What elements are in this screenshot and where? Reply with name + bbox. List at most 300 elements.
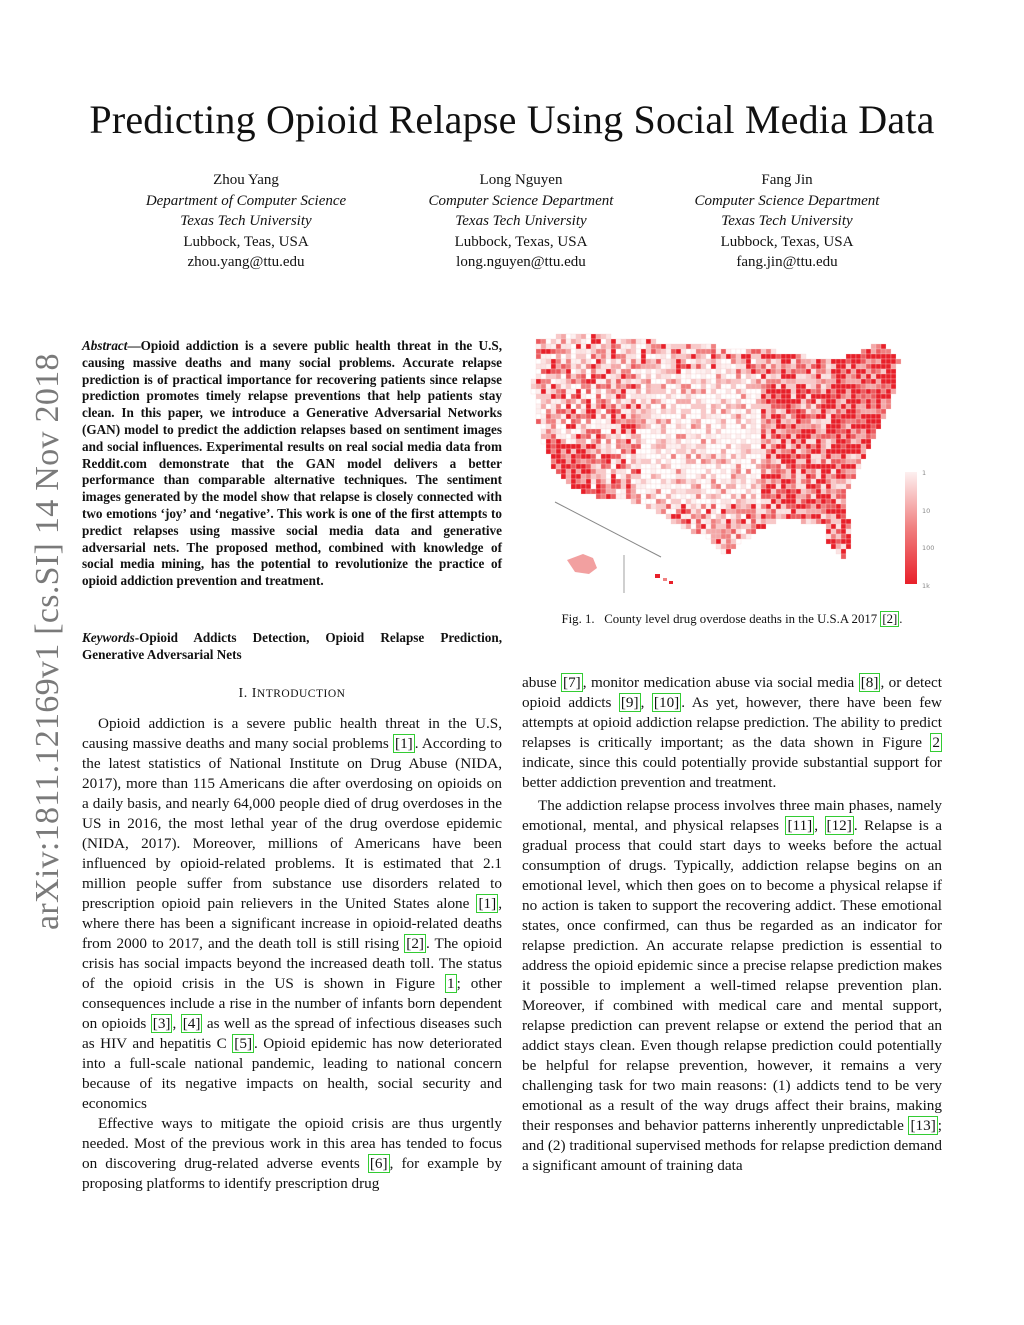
county-cell	[566, 469, 571, 474]
county-cell	[571, 419, 576, 424]
county-cell	[641, 349, 646, 354]
county-cell	[666, 509, 671, 514]
county-cell	[716, 374, 721, 379]
county-cell	[696, 469, 701, 474]
county-cell	[666, 444, 671, 449]
county-cell	[866, 394, 871, 399]
county-cell	[886, 374, 891, 379]
county-cell	[636, 454, 641, 459]
county-cell	[806, 514, 811, 519]
county-cell	[786, 484, 791, 489]
county-cell	[841, 479, 846, 484]
county-cell	[836, 419, 841, 424]
county-cell	[576, 394, 581, 399]
paragraph: The addiction relapse process involves three main phases, namely emotional, mental, and physical relapses [11] , [12] . Relapse is a gradual process that could start days to weeks before the actual consumption of drugs. Typically, addiction relapse begins on an emotional level, which then goes on to become a physical relapse if no action is taken to support the recovering addict. These emotional states, once confirmed, can thus be regarded as an indicator for relapse prediction. An accurate relapse prediction is essential to address the opioid epidemic since a precise relapse prediction makes it possible to implement a well-timed relapse prevention plan. Moreover, if combined with medical care and mental support, relapse prediction can prevent relapse or extend the period that an addict stays clean. Even though relapse prediction could potentially be helpful for relapse prevention, however, it remains a very challenging task for two main reasons: (1) addicts tend to be very emotional as a result of the way drugs affect their brains, making their responses and behavior patterns inherently unpredictable [13] ; and (2) traditional supervised methods for relapse prediction demand a significant amount of training data	[522, 797, 942, 1174]
county-cell	[646, 354, 651, 359]
county-cell	[796, 394, 801, 399]
county-cell	[821, 444, 826, 449]
county-cell	[796, 414, 801, 419]
county-cell	[816, 389, 821, 394]
county-cell	[656, 379, 661, 384]
citation-link[interactable]: [2]	[882, 612, 898, 626]
county-cell	[741, 434, 746, 439]
county-cell	[636, 434, 641, 439]
county-cell	[686, 389, 691, 394]
citation-link[interactable]: [11]	[787, 817, 813, 834]
county-cell	[836, 549, 841, 554]
county-cell	[746, 419, 751, 424]
county-cell	[711, 354, 716, 359]
county-cell	[656, 479, 661, 484]
county-cell	[806, 469, 811, 474]
county-cell	[851, 374, 856, 379]
county-cell	[551, 444, 556, 449]
county-cell	[781, 424, 786, 429]
county-cell	[796, 479, 801, 484]
county-cell	[741, 409, 746, 414]
county-cell	[711, 419, 716, 424]
figure-link[interactable]: 2	[932, 734, 940, 751]
county-cell	[591, 374, 596, 379]
county-cell	[586, 364, 591, 369]
author-univ: Texas Tech University	[180, 213, 312, 230]
county-cell	[646, 414, 651, 419]
county-cell	[636, 439, 641, 444]
county-cell	[831, 439, 836, 444]
county-cell	[716, 469, 721, 474]
county-cell	[711, 444, 716, 449]
county-cell	[791, 509, 796, 514]
county-cell	[841, 434, 846, 439]
county-cell	[746, 429, 751, 434]
county-cell	[886, 354, 891, 359]
county-cell	[581, 354, 586, 359]
county-cell	[786, 374, 791, 379]
county-cell	[606, 474, 611, 479]
county-cell	[726, 369, 731, 374]
county-cell	[686, 399, 691, 404]
citation-link[interactable]: [3]	[152, 1015, 171, 1032]
county-cell	[806, 424, 811, 429]
county-cell	[756, 419, 761, 424]
paragraph: Effective ways to mitigate the opioid crisis are thus urgently needed. Most of the previous work in this area has tended to focus on discovering drug-related adverse events [6] , for example by proposing platforms to identify prescription drug	[82, 1115, 502, 1192]
citation-link[interactable]: [10]	[653, 694, 680, 711]
county-cell	[546, 424, 551, 429]
county-cell	[781, 489, 786, 494]
county-cell	[591, 334, 596, 339]
county-cell	[721, 494, 726, 499]
county-cell	[571, 369, 576, 374]
county-cell	[676, 364, 681, 369]
county-cell	[626, 439, 631, 444]
county-cell	[576, 469, 581, 474]
county-cell	[631, 409, 636, 414]
county-cell	[591, 339, 596, 344]
county-cell	[566, 479, 571, 484]
county-cell	[771, 459, 776, 464]
county-cell	[786, 489, 791, 494]
county-cell	[721, 384, 726, 389]
county-cell	[671, 384, 676, 389]
county-cell	[691, 454, 696, 459]
county-cell	[841, 519, 846, 524]
county-cell	[601, 479, 606, 484]
county-cell	[801, 439, 806, 444]
county-cell	[651, 409, 656, 414]
county-cell	[616, 444, 621, 449]
county-cell	[786, 439, 791, 444]
county-cell	[756, 479, 761, 484]
county-cell	[551, 449, 556, 454]
county-cell	[731, 354, 736, 359]
county-cell	[681, 499, 686, 504]
county-cell	[891, 359, 896, 364]
county-cell	[776, 504, 781, 509]
county-cell	[776, 474, 781, 479]
county-cell	[601, 464, 606, 469]
county-cell	[601, 359, 606, 364]
county-cell	[561, 364, 566, 369]
county-cell	[871, 369, 876, 374]
citation-link[interactable]: [6]	[369, 1155, 388, 1172]
county-cell	[841, 449, 846, 454]
county-cell	[711, 504, 716, 509]
county-cell	[751, 354, 756, 359]
county-cell	[736, 489, 741, 494]
county-cell	[696, 439, 701, 444]
county-cell	[761, 504, 766, 509]
county-cell	[651, 349, 656, 354]
citation-link[interactable]: [4]	[182, 1015, 201, 1032]
county-cell	[711, 454, 716, 459]
county-cell	[781, 434, 786, 439]
county-cell	[831, 449, 836, 454]
county-cell	[726, 459, 731, 464]
county-cell	[751, 359, 756, 364]
county-cell	[566, 374, 571, 379]
county-cell	[741, 359, 746, 364]
county-cell	[611, 379, 616, 384]
county-cell	[606, 404, 611, 409]
county-cell	[731, 534, 736, 539]
county-cell	[646, 479, 651, 484]
county-cell	[786, 399, 791, 404]
county-cell	[611, 414, 616, 419]
county-cell	[806, 434, 811, 439]
county-cell	[626, 459, 631, 464]
county-cell	[841, 399, 846, 404]
county-cell	[736, 499, 741, 504]
county-cell	[641, 489, 646, 494]
county-cell	[856, 414, 861, 419]
county-cell	[831, 359, 836, 364]
county-cell	[606, 419, 611, 424]
county-cell	[751, 494, 756, 499]
citation-link[interactable]: [12]	[826, 817, 852, 834]
county-cell	[651, 419, 656, 424]
county-cell	[821, 449, 826, 454]
county-cell	[766, 424, 771, 429]
county-cell	[636, 474, 641, 479]
county-cell	[746, 484, 751, 489]
county-cell	[801, 444, 806, 449]
county-cell	[646, 474, 651, 479]
county-cell	[696, 454, 701, 459]
county-cell	[561, 434, 566, 439]
county-cell	[691, 424, 696, 429]
county-cell	[686, 364, 691, 369]
county-cell	[781, 414, 786, 419]
county-cell	[676, 379, 681, 384]
county-cell	[656, 464, 661, 469]
county-cell	[566, 349, 571, 354]
county-cell	[636, 469, 641, 474]
county-cell	[766, 384, 771, 389]
county-cell	[681, 494, 686, 499]
county-cell	[851, 474, 856, 479]
county-cell	[821, 469, 826, 474]
county-cell	[566, 449, 571, 454]
county-cell	[731, 519, 736, 524]
county-cell	[806, 374, 811, 379]
county-cell	[821, 519, 826, 524]
county-cell	[671, 509, 676, 514]
county-cell	[861, 384, 866, 389]
county-cell	[711, 479, 716, 484]
county-cell	[821, 504, 826, 509]
county-cell	[566, 384, 571, 389]
county-cell	[801, 419, 806, 424]
county-cell	[566, 399, 571, 404]
county-cell	[801, 389, 806, 394]
county-cell	[641, 499, 646, 504]
county-cell	[746, 349, 751, 354]
county-cell	[706, 399, 711, 404]
county-cell	[761, 409, 766, 414]
county-cell	[861, 424, 866, 429]
county-cell	[811, 394, 816, 399]
county-cell	[656, 469, 661, 474]
county-cell	[706, 364, 711, 369]
county-cell	[801, 449, 806, 454]
county-cell	[541, 394, 546, 399]
county-cell	[676, 419, 681, 424]
citation-link[interactable]: [5]	[234, 1035, 253, 1052]
county-cell	[731, 529, 736, 534]
county-cell	[681, 369, 686, 374]
county-cell	[736, 474, 741, 479]
county-cell	[601, 439, 606, 444]
county-cell	[626, 444, 631, 449]
citation-link[interactable]: [9]	[620, 694, 639, 711]
county-cell	[561, 464, 566, 469]
county-cell	[836, 384, 841, 389]
county-cell	[826, 514, 831, 519]
county-cell	[586, 414, 591, 419]
county-cell	[596, 449, 601, 454]
county-cell	[791, 469, 796, 474]
county-cell	[806, 499, 811, 504]
county-cell	[606, 364, 611, 369]
citation-link[interactable]: [7]	[563, 674, 581, 691]
county-cell	[561, 389, 566, 394]
county-cell	[871, 419, 876, 424]
county-cell	[716, 394, 721, 399]
county-cell	[736, 464, 741, 469]
county-cell	[861, 394, 866, 399]
county-cell	[876, 349, 881, 354]
county-cell	[551, 364, 556, 369]
county-cell	[706, 404, 711, 409]
citation-link[interactable]: [2]	[406, 935, 424, 952]
county-cell	[816, 369, 821, 374]
county-cell	[741, 389, 746, 394]
county-cell	[706, 529, 711, 534]
county-cell	[581, 349, 586, 354]
county-cell	[601, 409, 606, 414]
county-cell	[791, 364, 796, 369]
county-cell	[826, 399, 831, 404]
county-cell	[716, 459, 721, 464]
section-title-initial: I	[251, 686, 257, 701]
county-cell	[806, 389, 811, 394]
county-cell	[536, 339, 541, 344]
county-cell	[761, 439, 766, 444]
county-cell	[566, 474, 571, 479]
county-cell	[691, 444, 696, 449]
county-cell	[731, 474, 736, 479]
county-cell	[756, 484, 761, 489]
citation-link[interactable]: [1]	[395, 735, 413, 752]
county-cell	[671, 459, 676, 464]
county-cell	[741, 534, 746, 539]
county-cell	[791, 504, 796, 509]
county-cell	[681, 444, 686, 449]
county-cell	[556, 404, 561, 409]
county-cell	[641, 464, 646, 469]
author-location: Lubbock, Texas, USA	[720, 233, 854, 250]
county-cell	[661, 444, 666, 449]
county-cell	[606, 459, 611, 464]
county-cell	[636, 349, 641, 354]
county-cell	[686, 499, 691, 504]
county-cell	[631, 374, 636, 379]
county-cell	[646, 449, 651, 454]
county-cell	[646, 424, 651, 429]
citation-link[interactable]: [1]	[478, 895, 497, 912]
county-cell	[756, 384, 761, 389]
county-cell	[826, 409, 831, 414]
county-cell	[606, 349, 611, 354]
county-cell	[586, 374, 591, 379]
county-cell	[631, 434, 636, 439]
county-cell	[651, 444, 656, 449]
county-cell	[566, 464, 571, 469]
county-cell	[721, 439, 726, 444]
county-cell	[766, 429, 771, 434]
county-cell	[831, 469, 836, 474]
county-cell	[626, 409, 631, 414]
county-cell	[581, 379, 586, 384]
county-cell	[811, 404, 816, 409]
county-cell	[651, 394, 656, 399]
county-cell	[551, 379, 556, 384]
county-cell	[881, 399, 886, 404]
county-cell	[761, 369, 766, 374]
county-cell	[831, 539, 836, 544]
county-cell	[531, 379, 536, 384]
county-cell	[681, 449, 686, 454]
county-cell	[731, 404, 736, 409]
county-cell	[821, 379, 826, 384]
county-cell	[836, 534, 841, 539]
county-cell	[536, 394, 541, 399]
county-cell	[791, 464, 796, 469]
county-cell	[766, 434, 771, 439]
county-cell	[851, 439, 856, 444]
county-cell	[676, 474, 681, 479]
county-cell	[641, 404, 646, 409]
county-cell	[776, 514, 781, 519]
county-cell	[811, 499, 816, 504]
county-cell	[721, 529, 726, 534]
county-cell	[776, 499, 781, 504]
figure-link[interactable]: 1	[446, 975, 455, 992]
county-cell	[751, 529, 756, 534]
county-cell	[821, 494, 826, 499]
county-cell	[821, 434, 826, 439]
county-cell	[541, 379, 546, 384]
county-cell	[731, 384, 736, 389]
county-cell	[821, 399, 826, 404]
county-cell	[751, 404, 756, 409]
citation-link[interactable]: [13]	[910, 1117, 936, 1134]
county-cell	[801, 394, 806, 399]
county-cell	[681, 484, 686, 489]
county-cell	[586, 389, 591, 394]
citation-link[interactable]: [8]	[860, 674, 879, 691]
county-cell	[596, 444, 601, 449]
county-cell	[796, 404, 801, 409]
county-cell	[801, 474, 806, 479]
county-cell	[651, 469, 656, 474]
county-cell	[686, 354, 691, 359]
county-cell	[656, 489, 661, 494]
county-cell	[796, 489, 801, 494]
county-cell	[776, 354, 781, 359]
county-cell	[586, 404, 591, 409]
county-cell	[596, 439, 601, 444]
county-cell	[761, 474, 766, 479]
county-cell	[771, 464, 776, 469]
county-cell	[641, 369, 646, 374]
county-cell	[706, 454, 711, 459]
county-cell	[661, 484, 666, 489]
county-cell	[766, 499, 771, 504]
county-cell	[686, 444, 691, 449]
county-cell	[631, 489, 636, 494]
county-cell	[701, 504, 706, 509]
county-cell	[546, 419, 551, 424]
county-cell	[711, 394, 716, 399]
county-cell	[786, 494, 791, 499]
county-cell	[631, 404, 636, 409]
county-cell	[866, 389, 871, 394]
county-cell	[696, 479, 701, 484]
county-cell	[701, 434, 706, 439]
county-cell	[776, 409, 781, 414]
county-cell	[846, 459, 851, 464]
